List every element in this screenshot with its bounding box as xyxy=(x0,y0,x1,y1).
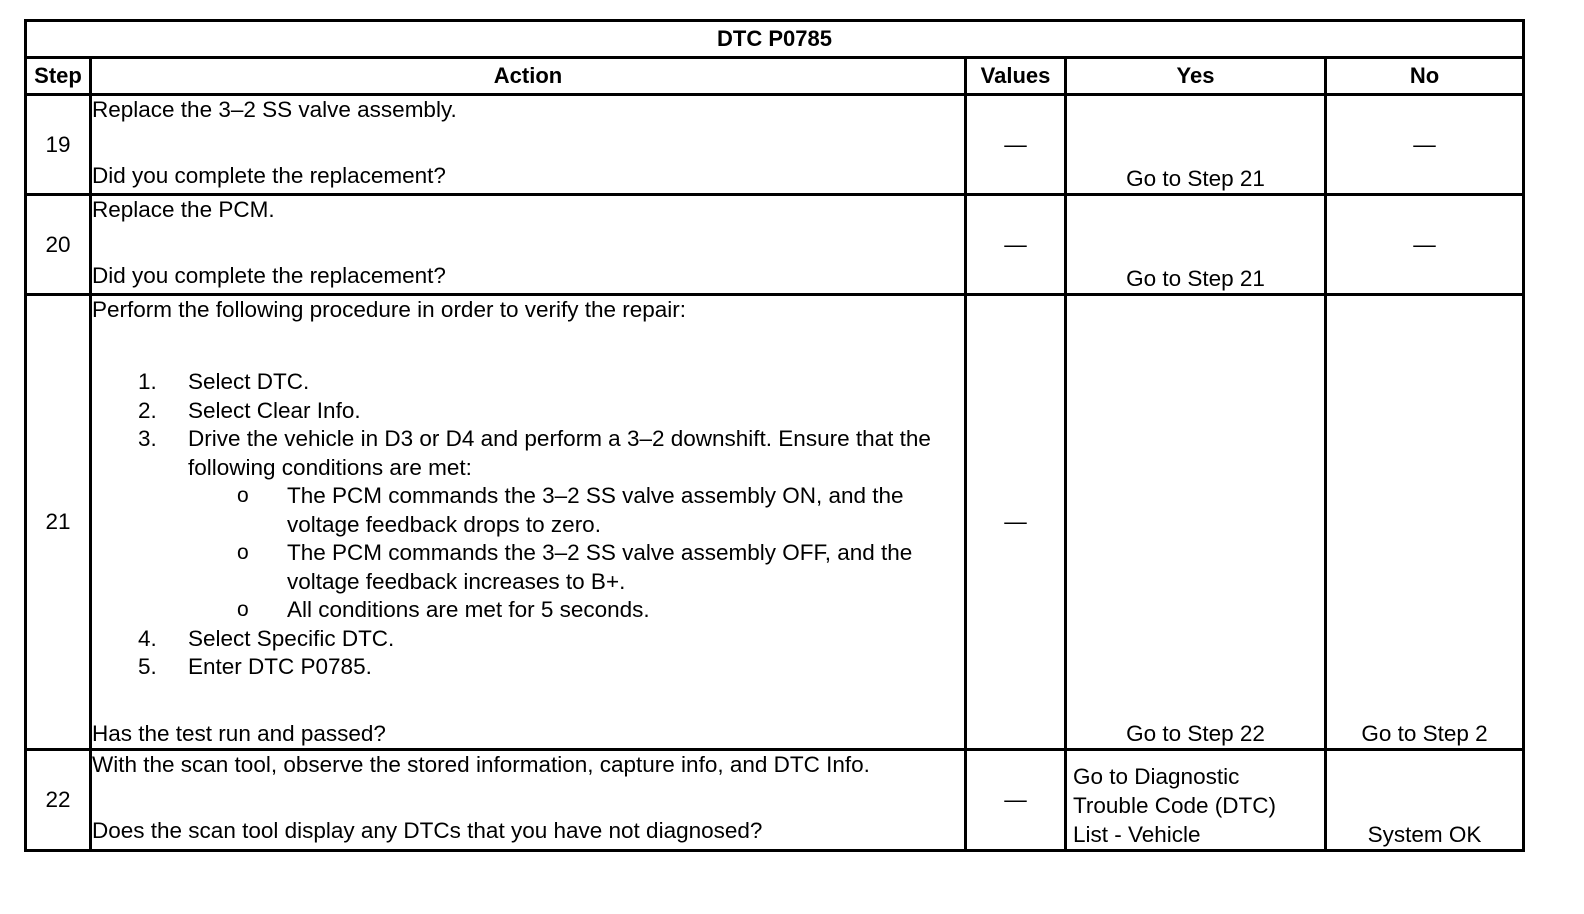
table-row xyxy=(26,195,1524,295)
procedure-step xyxy=(138,425,964,625)
header-action: Action xyxy=(91,58,966,95)
table-title: DTC P0785 xyxy=(26,21,1524,58)
procedure-step-text: Select DTC. xyxy=(188,369,310,394)
yes-link[interactable]: Go to Step 21 xyxy=(1066,195,1326,295)
procedure-step xyxy=(138,653,964,682)
yes-link-line: Trouble Code (DTC) xyxy=(1073,792,1276,818)
action-instruction: Perform the following procedure in order to verify the repair: xyxy=(92,297,687,322)
yes-link[interactable]: Go to Step 21 xyxy=(1066,95,1326,195)
procedure-step-number: 5. xyxy=(138,654,157,679)
procedure-step-number: 2. xyxy=(138,397,157,423)
yes-link-line: List - Vehicle xyxy=(1073,821,1201,847)
procedure-step xyxy=(138,397,964,426)
procedure-step xyxy=(138,368,964,397)
procedure-step-text: Select Clear Info. xyxy=(188,397,361,423)
bullet-icon: o xyxy=(237,484,249,507)
table-row xyxy=(26,749,1524,850)
condition-text: The PCM commands the 3–2 SS valve assembly ON, and the voltage feedback drops to zero. xyxy=(287,483,904,537)
action-cell xyxy=(91,295,966,750)
values-cell: — xyxy=(966,749,1066,850)
procedure-step-text: Enter DTC P0785. xyxy=(188,654,372,679)
action-cell xyxy=(91,95,966,195)
action-question: Does the scan tool display any DTCs that you have not diagnosed? xyxy=(92,817,763,843)
header-yes: Yes xyxy=(1066,58,1326,95)
condition-list xyxy=(188,482,964,625)
bullet-icon: o xyxy=(237,598,249,621)
action-instruction: With the scan tool, observe the stored information, capture info, and DTC Info. xyxy=(92,751,870,777)
condition-text: The PCM commands the 3–2 SS valve assembly OFF, and the voltage feedback increases to B+. xyxy=(287,540,913,594)
values-cell: — xyxy=(966,295,1066,750)
procedure-step xyxy=(138,625,964,654)
procedure-list xyxy=(92,368,964,682)
yes-link[interactable]: Go to Step 22 xyxy=(1066,295,1326,750)
condition-item xyxy=(237,482,964,539)
table-row xyxy=(26,95,1524,195)
procedure-step-text: Drive the vehicle in D3 or D4 and perform a 3–2 downshift. Ensure that the following conditions are met: xyxy=(188,426,931,480)
step-number: 21 xyxy=(26,295,91,750)
procedure-step-number: 3. xyxy=(138,426,157,451)
procedure-step-number: 4. xyxy=(138,625,157,651)
action-instruction: Replace the 3–2 SS valve assembly. xyxy=(92,97,457,122)
no-cell: — xyxy=(1326,195,1524,295)
condition-item xyxy=(237,596,964,625)
header-step: Step xyxy=(26,58,91,95)
step-number: 22 xyxy=(26,749,91,850)
bullet-icon: o xyxy=(237,541,249,564)
action-cell xyxy=(91,749,966,850)
values-cell: — xyxy=(966,195,1066,295)
action-question: Did you complete the replacement? xyxy=(92,163,446,188)
header-no: No xyxy=(1326,58,1524,95)
values-cell: — xyxy=(966,95,1066,195)
action-cell xyxy=(91,195,966,295)
yes-link-line: Go to Diagnostic xyxy=(1073,763,1240,789)
action-question: Did you complete the replacement? xyxy=(92,263,446,288)
no-result: System OK xyxy=(1326,749,1524,850)
procedure-step-text: Select Specific DTC. xyxy=(188,625,395,651)
yes-link[interactable] xyxy=(1066,749,1326,850)
condition-item xyxy=(237,539,964,596)
procedure-step-number: 1. xyxy=(138,369,157,394)
action-instruction: Replace the PCM. xyxy=(92,197,275,222)
condition-text: All conditions are met for 5 seconds. xyxy=(287,597,650,622)
header-values: Values xyxy=(966,58,1066,95)
table-row xyxy=(26,295,1524,750)
no-link[interactable]: Go to Step 2 xyxy=(1326,295,1524,750)
step-number: 20 xyxy=(26,195,91,295)
no-cell: — xyxy=(1326,95,1524,195)
action-question: Has the test run and passed? xyxy=(92,720,386,746)
dtc-table xyxy=(24,19,1525,852)
step-number: 19 xyxy=(26,95,91,195)
